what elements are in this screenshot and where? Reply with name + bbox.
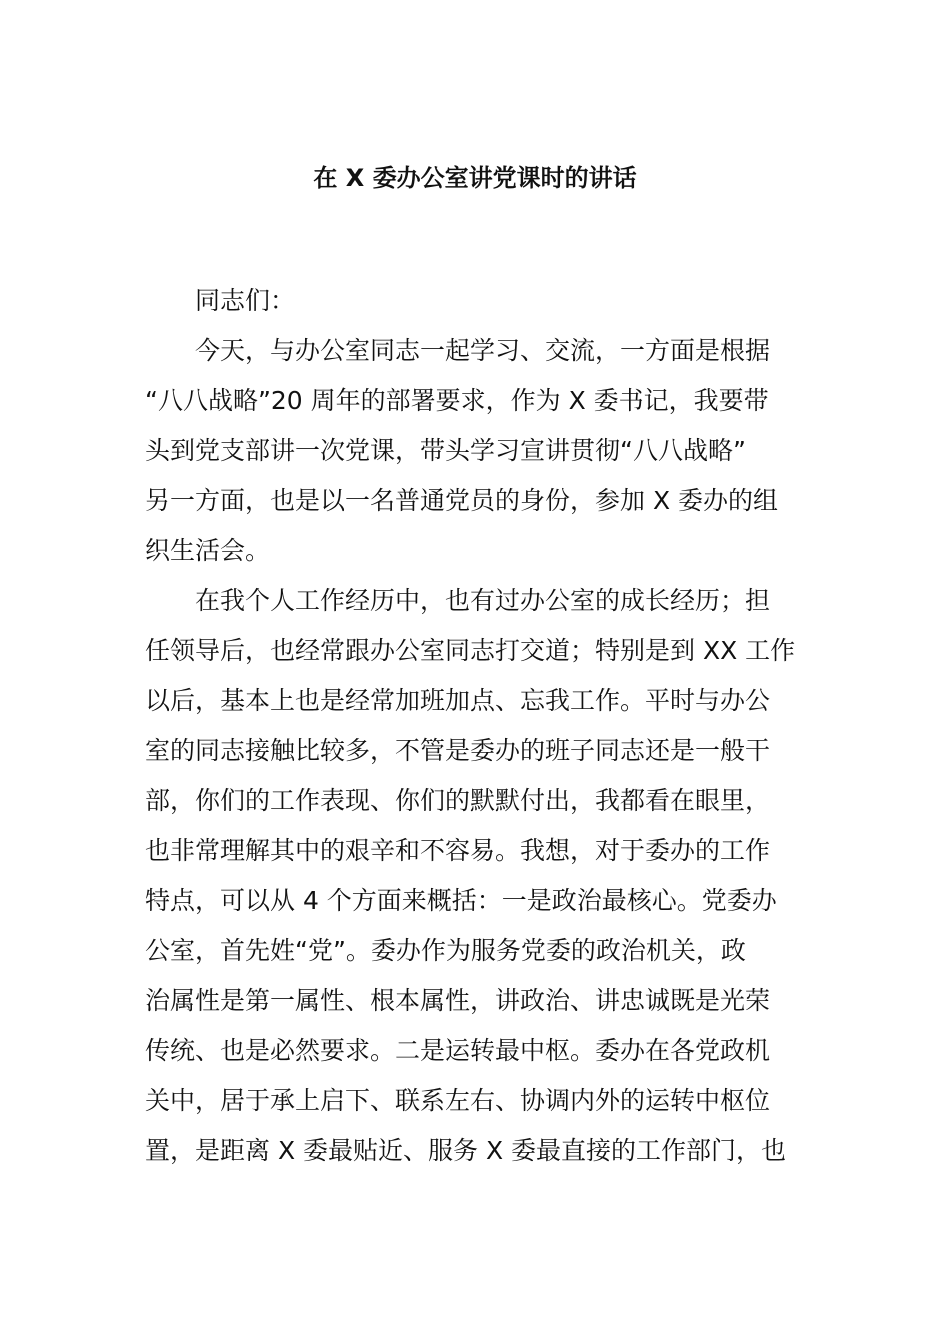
- paragraph-line: 在我个人工作经历中，也有过办公室的成长经历；担: [195, 586, 771, 615]
- paragraph-line: 关中，居于承上启下、联系左右、协调内外的运转中枢位: [145, 1086, 771, 1115]
- paragraph-line: 另一方面，也是以一名普通党员的身份，参加 X 委办的组: [145, 486, 779, 515]
- paragraph-line: 特点，可以从 4 个方面来概括：一是政治最核心。党委办: [145, 886, 777, 915]
- paragraph-line: 室的同志接触比较多，不管是委办的班子同志还是一般干: [145, 736, 771, 765]
- salutation-line: 同志们：: [195, 286, 296, 315]
- paragraph-line: 公室，首先姓“党”。委办作为服务党委的政治机关，政: [145, 936, 746, 965]
- paragraph-line: 以后，基本上也是经常加班加点、忘我工作。平时与办公: [145, 686, 771, 715]
- paragraph-line: 部，你们的工作表现、你们的默默付出，我都看在眼里，: [145, 786, 771, 815]
- paragraph-line: 织生活会。: [145, 536, 271, 565]
- document-body: [145, 276, 807, 1176]
- paragraph-line: 置，是距离 X 委最贴近、服务 X 委最直接的工作部门，也: [145, 1136, 787, 1165]
- paragraph-line: 头到党支部讲一次党课，带头学习宣讲贯彻“八八战略”: [145, 436, 746, 465]
- paragraph-line: 治属性是第一属性、根本属性，讲政治、讲忠诚既是光荣: [145, 986, 771, 1015]
- paragraph-line: “八八战略”20 周年的部署要求，作为 X 委书记，我要带: [145, 386, 769, 415]
- paragraph-line: 也非常理解其中的艰辛和不容易。我想，对于委办的工作: [145, 836, 771, 865]
- paragraph-line: 传统、也是必然要求。二是运转最中枢。委办在各党政机: [145, 1036, 771, 1065]
- paragraph-line: 任领导后，也经常跟办公室同志打交道；特别是到 XX 工作: [145, 636, 796, 665]
- document-title: 在 X 委办公室讲党课时的讲话: [313, 164, 637, 192]
- paragraph-line: 今天，与办公室同志一起学习、交流，一方面是根据: [195, 336, 771, 365]
